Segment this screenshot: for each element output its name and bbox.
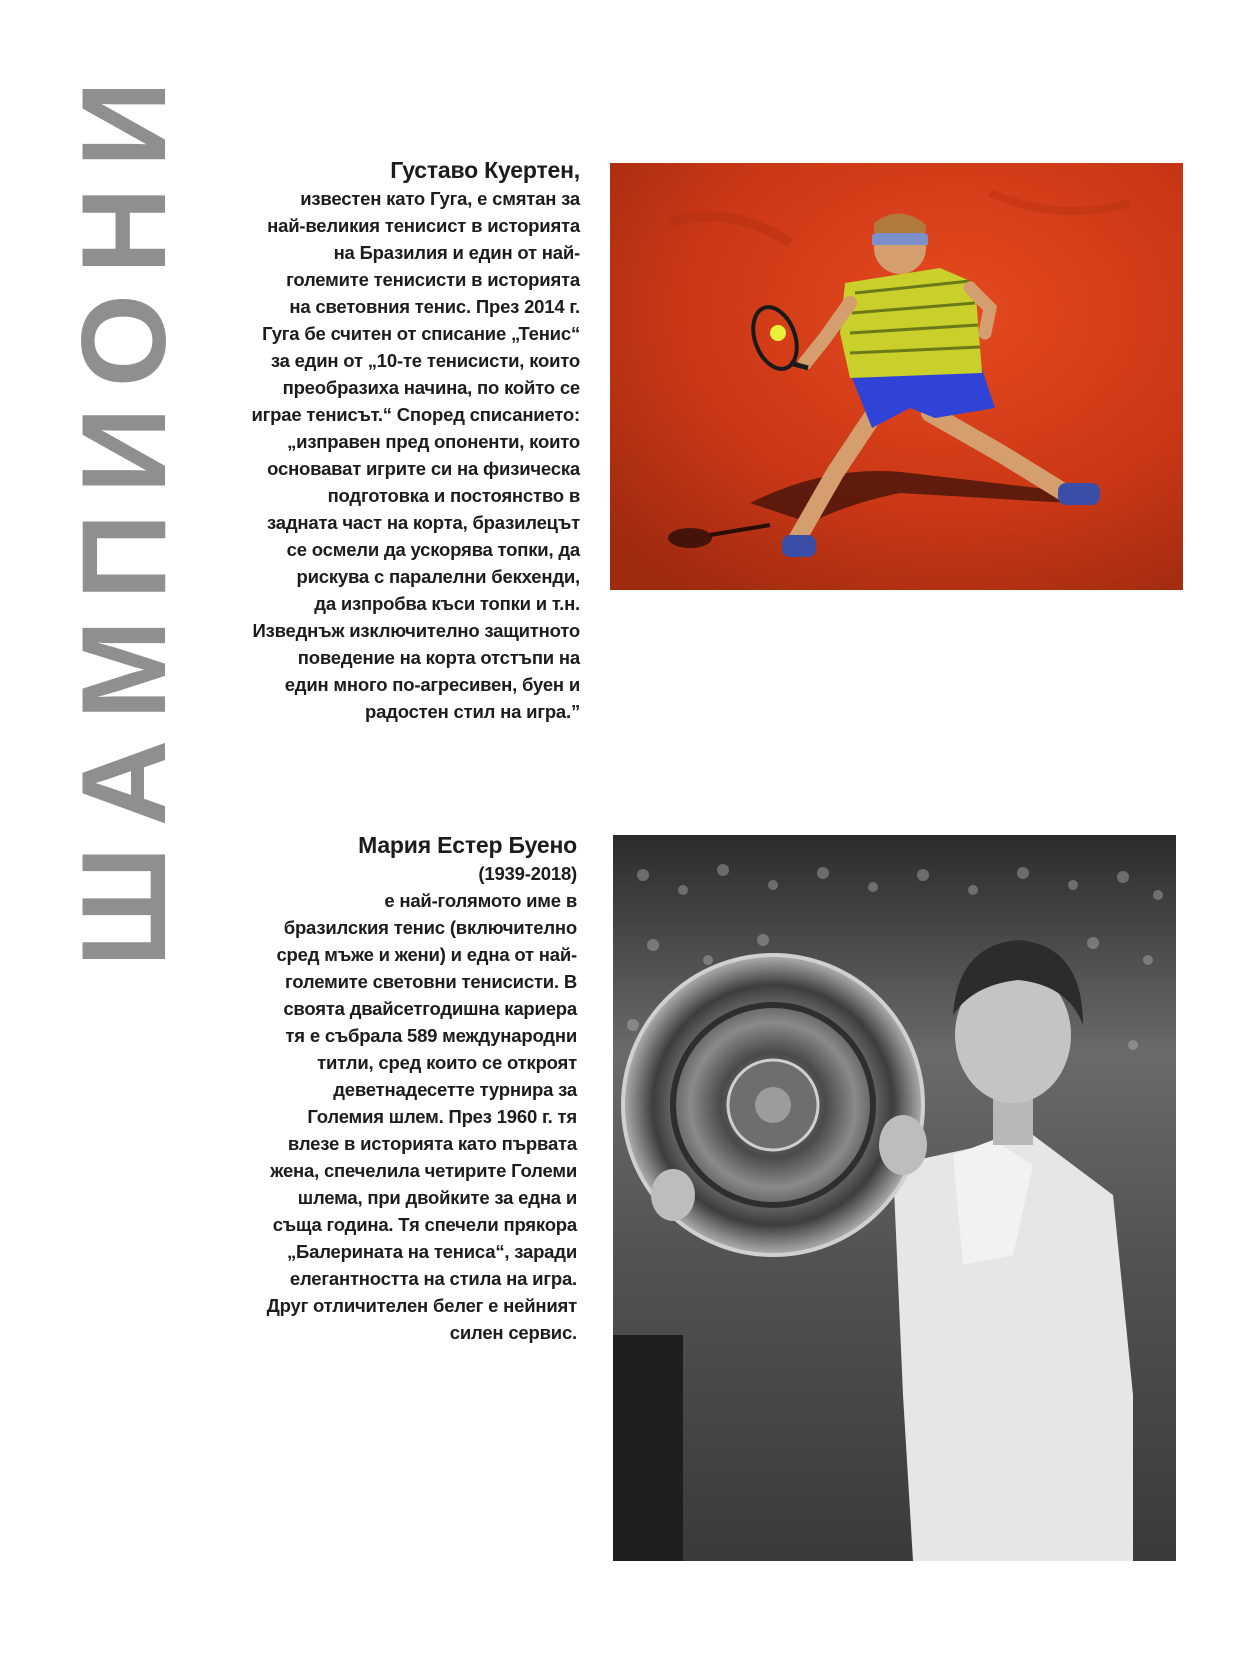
- body-line: Големия шлем. През 1960 г. тя: [307, 1106, 577, 1127]
- body-line: големите световни тенисисти. В: [285, 971, 577, 992]
- body-line: титли, сред които се откроят: [317, 1052, 577, 1073]
- body-line: задната част на корта, бразилецът: [267, 512, 580, 533]
- body-line: Изведнъж изключително защитното: [252, 620, 580, 641]
- kuerten-photo: [610, 163, 1183, 590]
- bueno-years: (1939-2018): [478, 863, 577, 884]
- body-line: Друг отличителен белег е нейният: [266, 1295, 577, 1316]
- body-line: на световния тенис. През 2014 г.: [289, 296, 580, 317]
- body-line: бразилския тенис (включително: [283, 917, 577, 938]
- bueno-photo: [613, 835, 1176, 1561]
- body-line: се осмели да ускорява топки, да: [286, 539, 580, 560]
- body-line: на Бразилия и един от най-: [333, 242, 580, 263]
- body-line: рискува с паралелни бекхенди,: [296, 566, 580, 587]
- vertical-title-text: ШАМПИОНИ: [57, 61, 191, 967]
- body-line: подготовка и постоянство в: [327, 485, 580, 506]
- body-line: съща година. Тя спечели прякора: [272, 1214, 577, 1235]
- body-line: да изпробва къси топки и т.н.: [314, 593, 580, 614]
- body-line: своята двайсетгодишна кариера: [283, 998, 577, 1019]
- bueno-name: Мария Естер Буено: [358, 832, 577, 858]
- bueno-text-block: [232, 830, 577, 1346]
- body-line: най-великия тенисист в историята: [267, 215, 580, 236]
- body-line: Гуга бе считен от списание „Тенис“: [262, 323, 580, 344]
- body-line: тя е събрала 589 международни: [285, 1025, 577, 1046]
- kuerten-text-block: [212, 155, 580, 725]
- body-line: елегантността на стила на игра.: [289, 1268, 577, 1289]
- body-line: жена, спечелила четирите Големи: [270, 1160, 577, 1181]
- body-line: сред мъже и жени) и една от най-: [276, 944, 577, 965]
- body-line: известен като Гуга, е смятан за: [300, 188, 580, 209]
- body-line: радостен стил на игра.”: [364, 701, 580, 722]
- body-line: за един от „10-те тенисисти, които: [270, 350, 580, 371]
- body-line: големите тенисисти в историята: [286, 269, 580, 290]
- body-line: „изправен пред опоненти, които: [287, 431, 580, 452]
- kuerten-photo-illustration: [610, 163, 1183, 590]
- body-line: силен сервис.: [449, 1322, 577, 1343]
- body-line: поведение на корта отстъпи на: [297, 647, 580, 668]
- body-line: играе тенисът.“ Според списанието:: [251, 404, 580, 425]
- body-line: шлема, при двойките за една и: [297, 1187, 577, 1208]
- body-line: основават игрите си на физическа: [267, 458, 580, 479]
- bueno-photo-illustration: [613, 835, 1176, 1561]
- kuerten-name: Густаво Куертен,: [390, 157, 580, 183]
- vertical-page-title: [57, 61, 191, 967]
- body-line: „Балерината на тениса“, заради: [286, 1241, 577, 1262]
- body-line: преобразиха начина, по който се: [282, 377, 580, 398]
- body-line: един много по-агресивен, буен и: [284, 674, 580, 695]
- body-line: деветнадесетте турнира за: [333, 1079, 577, 1100]
- body-line: е най-голямото име в: [384, 890, 577, 911]
- body-line: влезе в историята като първата: [287, 1133, 577, 1154]
